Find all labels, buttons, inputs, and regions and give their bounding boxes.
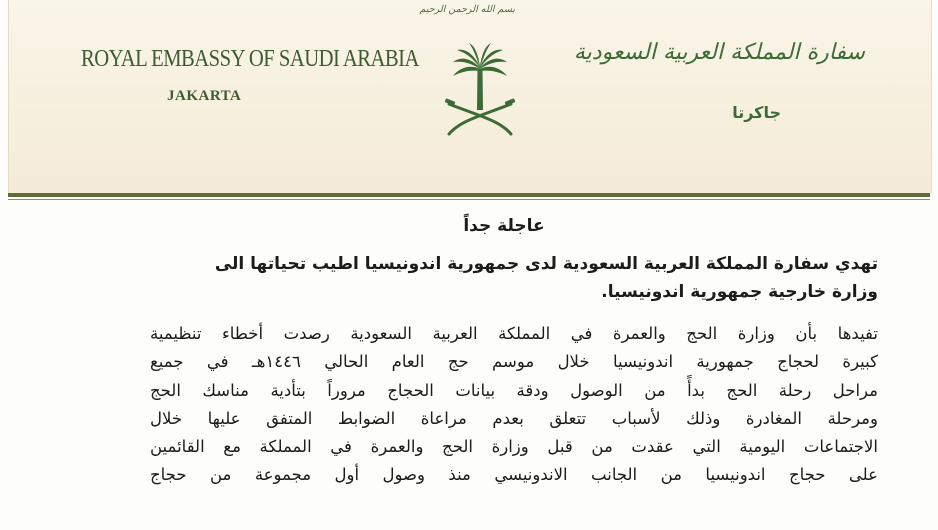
embassy-city-english: JAKARTA [167, 88, 242, 104]
paragraph-line: كبيرة لحجاج جمهورية اندونيسيا خلال موسم حج العام الحالي ١٤٤٦هـ في جميع [150, 352, 878, 372]
letter-body [150, 208, 878, 490]
paragraph-line: تفيدها بأن وزارة الحج والعمرة في المملكة العربية السعودية رصدت أخطاء تنظيمية [150, 324, 878, 343]
paragraph-line: مراحل رحلة الحج بدأً من الوصول ودقة بيانات الحجاج مروراً بتأدية مناسك الحج [150, 380, 878, 400]
paragraph-line: الاجتماعات اليومية التي عقدت من قبل وزارة الحج والعمرة في المملكة مع القائمين [150, 437, 878, 457]
intro-line: وزارة خارجية جمهورية اندونيسيا. [601, 282, 878, 302]
embassy-city-arabic: جاكرتا [732, 103, 781, 122]
intro-line: تهدي سفارة المملكة العربية السعودية لدى جمهورية اندونيسيا اطيب تحياتها الى [214, 254, 878, 274]
urgency-heading: عاجلة جداً [463, 216, 545, 236]
letter-intro [150, 250, 878, 306]
saudi-emblem-icon [441, 42, 519, 142]
letterhead [8, 0, 932, 193]
letterhead-divider-thin [8, 199, 930, 200]
paragraph-line: ومرحلة المغادرة وذلك لأسباب تتعلق بعدم مراعاة الضوابط المتفق عليها خلال [150, 408, 878, 428]
letter-paragraph [150, 320, 878, 490]
embassy-name-arabic: سفارة المملكة العربية السعودية [573, 40, 865, 65]
letterhead-divider [8, 193, 930, 197]
paragraph-line: على حجاج اندونيسيا من الجانب الاندونيسي منذ وصول أول مجموعة من حجاج [150, 465, 878, 485]
basmala-calligraphy: بسم الله الرحمن الرحيم [419, 4, 515, 15]
embassy-name-english: ROYAL EMBASSY OF SAUDI ARABIA [81, 46, 419, 72]
